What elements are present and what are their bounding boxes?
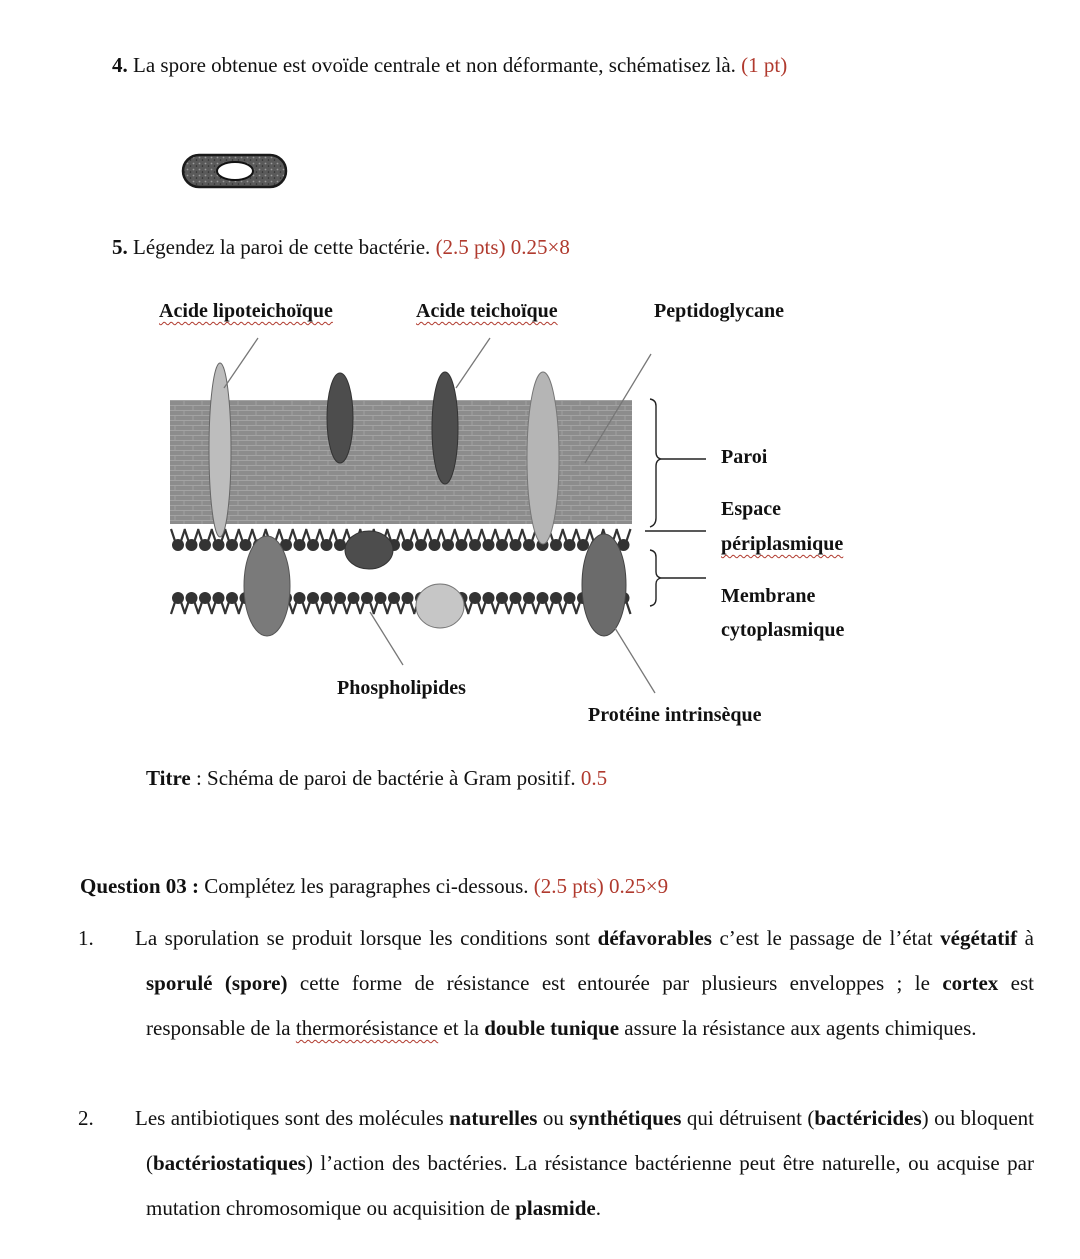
title-points: 0.5 <box>580 766 608 790</box>
phospholipid-bottom <box>468 592 482 614</box>
phospholipid-bottom <box>306 592 320 614</box>
phospholipid-top <box>576 529 590 551</box>
p2-bold-2: synthétiques <box>569 1106 682 1130</box>
membrane-protein-top <box>345 531 393 569</box>
phospholipid-bottom <box>320 592 334 614</box>
p1-bold-3: sporulé (spore) <box>146 971 288 995</box>
phospholipid-bottom <box>212 592 226 614</box>
phospholipid-bottom <box>387 592 401 614</box>
phospholipid-bottom <box>401 592 415 614</box>
peptidoglycan-layer <box>170 400 632 524</box>
question-5-points: (2.5 pts) 0.25×8 <box>435 235 570 259</box>
p1-text-1: La sporulation se produit lorsque les conditions sont <box>135 926 598 950</box>
label-phospholipids: Phospholipides <box>337 677 466 699</box>
phospholipid-top <box>455 529 469 551</box>
paragraph-1 <box>78 916 1035 1051</box>
p1-bold-2: végétatif <box>940 926 1018 950</box>
title-label: Titre <box>146 766 191 790</box>
diagram-title <box>146 766 607 791</box>
phospholipid-top <box>509 529 523 551</box>
phospholipid-bottom <box>293 592 307 614</box>
phospholipid-top <box>185 529 199 551</box>
p2-text-6: . <box>595 1196 601 1220</box>
label-wall: Paroi <box>721 446 768 468</box>
phospholipid-bottom <box>522 592 536 614</box>
lipoteichoic-acid-shape <box>209 363 231 537</box>
phospholipid-top <box>306 529 320 551</box>
phospholipid-bottom <box>185 592 199 614</box>
phospholipid-top <box>239 529 253 551</box>
label-intrinsic-protein: Protéine intrinsèque <box>588 704 762 726</box>
phospholipid-top <box>495 529 509 551</box>
phospholipid-bottom <box>347 592 361 614</box>
label-peptidoglycan: Peptidoglycane <box>654 300 784 322</box>
phospholipid-bottom <box>563 592 577 614</box>
membrane-protein-bottom <box>416 584 464 628</box>
phospholipid-top <box>293 529 307 551</box>
p2-text-4: ) ou bloquent ( <box>146 1106 1035 1175</box>
phospholipid-bottom <box>482 592 496 614</box>
question-4-text: La spore obtenue est ovoïde centrale et non déformante, schématisez là. <box>133 53 736 77</box>
p1-wavy-word: thermorésistance <box>295 1016 439 1040</box>
brackets <box>645 399 706 606</box>
paragraph-2 <box>78 1096 1035 1231</box>
phospholipid-top <box>428 529 442 551</box>
phospholipid-top <box>468 529 482 551</box>
phospholipid-bilayer <box>171 529 631 614</box>
question-4-number: 4. <box>112 53 128 77</box>
question-4-points: (1 pt) <box>741 53 788 77</box>
phospholipid-top <box>225 529 239 551</box>
p2-bold-4: bactériostatiques <box>153 1151 306 1175</box>
phospholipid-top <box>563 529 577 551</box>
membrane-protein-left <box>244 536 290 636</box>
label-periplasmic-space-line2: périplasmique <box>721 533 844 555</box>
p1-text-4: cette forme de résistance est entourée par plusieurs enveloppes ; le <box>287 971 943 995</box>
label-lipoteichoic-acid: Acide lipoteichoïque <box>159 300 333 322</box>
phospholipid-bottom <box>360 592 374 614</box>
p1-text-5: est responsable de la <box>146 971 1035 1040</box>
phospholipid-top <box>441 529 455 551</box>
phospholipid-bottom <box>374 592 388 614</box>
p1-bold-1: défavorables <box>597 926 712 950</box>
phospholipid-top <box>401 529 415 551</box>
title-text: : Schéma de paroi de bactérie à Gram positif. <box>190 766 576 790</box>
question-03-points: (2.5 pts) 0.25×9 <box>533 874 669 898</box>
p1-text-6: et la <box>438 1016 485 1040</box>
teichoic-acid-shape-1 <box>327 373 353 463</box>
question-03 <box>80 874 668 899</box>
p2-bold-5: plasmide <box>515 1196 596 1220</box>
p2-text-1: Les antibiotiques sont des molécules <box>135 1106 450 1130</box>
phospholipid-top <box>414 529 428 551</box>
paragraph-1-number: 1. <box>78 926 94 950</box>
phospholipid-top <box>320 529 334 551</box>
p2-text-5: ) l’action des bactéries. La résistance bactérienne peut être naturelle, ou acquise par mutation chromosomique ou acquisition de <box>146 1151 1034 1220</box>
question-5 <box>112 235 570 260</box>
phospholipid-bottom <box>333 592 347 614</box>
phospholipid-top <box>522 529 536 551</box>
p1-bold-4: cortex <box>942 971 999 995</box>
p2-bold-3: bactéricides <box>814 1106 922 1130</box>
p1-bold-5: double tunique <box>484 1016 620 1040</box>
label-membrane-line1: Membrane <box>721 585 816 607</box>
p2-text-3: qui détruisent ( <box>681 1106 815 1130</box>
label-teichoic-acid: Acide teichoïque <box>416 300 558 322</box>
p2-text-2: ou <box>537 1106 570 1130</box>
teichoic-acid-shape-2 <box>432 372 458 484</box>
label-periplasmic-space-line1: Espace <box>721 498 781 520</box>
phospholipid-bottom <box>225 592 239 614</box>
paragraph-2-number: 2. <box>78 1106 94 1130</box>
question-03-label: Question 03 : <box>80 874 200 898</box>
intrinsic-protein-shape <box>582 534 626 636</box>
p2-bold-1: naturelles <box>449 1106 538 1130</box>
phospholipid-bottom <box>495 592 509 614</box>
question-5-number: 5. <box>112 235 128 259</box>
question-5-text: Légendez la paroi de cette bactérie. <box>133 235 431 259</box>
spore-drawing <box>183 155 286 187</box>
phospholipid-bottom <box>549 592 563 614</box>
large-light-protein-shape <box>527 372 559 544</box>
phospholipid-bottom <box>536 592 550 614</box>
phospholipid-top <box>198 529 212 551</box>
question-03-text: Complétez les paragraphes ci-dessous. <box>199 874 529 898</box>
p1-text-3: à <box>1017 926 1034 950</box>
phospholipid-bottom <box>509 592 523 614</box>
p1-text-7: assure la résistance aux agents chimiques. <box>619 1016 977 1040</box>
phospholipid-bottom <box>171 592 185 614</box>
phospholipid-top <box>482 529 496 551</box>
label-membrane-line2: cytoplasmique <box>721 619 845 641</box>
phospholipid-top <box>171 529 185 551</box>
phospholipid-bottom <box>198 592 212 614</box>
p1-text-2: c’est le passage de l’état <box>711 926 941 950</box>
